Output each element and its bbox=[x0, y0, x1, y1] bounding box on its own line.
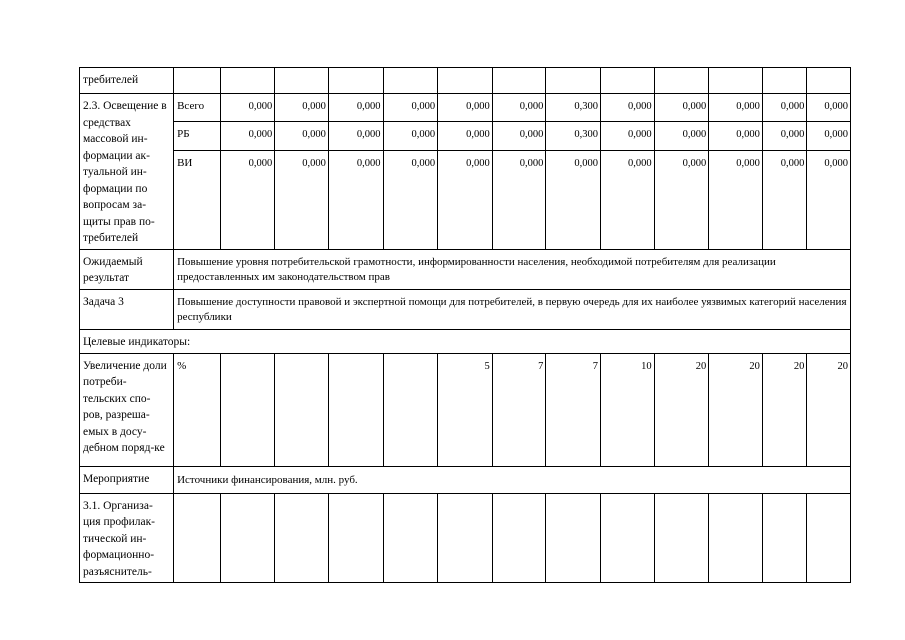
funding-value: 0,000 bbox=[275, 122, 329, 150]
activity-label: 2.3. Освещение в средствах массовой ин-формации ак-туальной ин-формации по вопросам за-щиты прав по-требителей bbox=[80, 94, 174, 250]
funding-value: 0,300 bbox=[546, 122, 601, 150]
funding-value: 0,000 bbox=[654, 94, 709, 122]
funding-value: 0,000 bbox=[807, 94, 851, 122]
empty-cell bbox=[492, 68, 546, 94]
empty-cell bbox=[601, 493, 655, 583]
task-label: Задача 3 bbox=[80, 289, 174, 329]
indicator-value: 10 bbox=[601, 353, 655, 466]
funding-value: 0,000 bbox=[492, 122, 546, 150]
empty-cell bbox=[709, 68, 763, 94]
empty-cell bbox=[383, 68, 438, 94]
funding-value: 0,000 bbox=[328, 150, 383, 249]
table-row-activity-header bbox=[80, 466, 851, 493]
indicator-value: 5 bbox=[438, 353, 493, 466]
table-row-task bbox=[80, 289, 851, 329]
empty-cell bbox=[220, 493, 275, 583]
funding-value: 0,000 bbox=[438, 150, 493, 249]
empty-cell bbox=[762, 493, 807, 583]
row-label: требителей bbox=[80, 68, 174, 94]
indicators-heading: Целевые индикаторы: bbox=[80, 329, 851, 353]
program-table bbox=[79, 67, 851, 583]
empty-cell bbox=[601, 68, 655, 94]
funding-value: 0,000 bbox=[654, 150, 709, 249]
indicator-value: 20 bbox=[654, 353, 709, 466]
activity-header-label: Мероприятие bbox=[80, 466, 174, 493]
funding-value: 0,000 bbox=[762, 122, 807, 150]
empty-cell bbox=[383, 493, 438, 583]
funding-value: 0,000 bbox=[709, 94, 763, 122]
funding-source-label: ВИ bbox=[174, 150, 221, 249]
indicator-unit: % bbox=[174, 353, 221, 466]
indicator-value: 20 bbox=[762, 353, 807, 466]
funding-value: 0,000 bbox=[438, 122, 493, 150]
empty-cell bbox=[220, 68, 275, 94]
indicator-value: 20 bbox=[709, 353, 763, 466]
funding-value: 0,000 bbox=[383, 122, 438, 150]
indicator-value bbox=[275, 353, 329, 466]
funding-value: 0,000 bbox=[220, 94, 275, 122]
funding-value: 0,000 bbox=[220, 150, 275, 249]
funding-value: 0,000 bbox=[438, 94, 493, 122]
funding-value: 0,000 bbox=[807, 122, 851, 150]
funding-value: 0,000 bbox=[807, 150, 851, 249]
empty-cell bbox=[654, 493, 709, 583]
funding-value: 0,000 bbox=[328, 94, 383, 122]
empty-cell bbox=[275, 68, 329, 94]
empty-cell bbox=[546, 68, 601, 94]
expected-result-label: Ожидаемый результат bbox=[80, 249, 174, 289]
empty-cell bbox=[807, 68, 851, 94]
empty-cell bbox=[438, 493, 493, 583]
funding-value: 0,000 bbox=[275, 150, 329, 249]
table-row-funding bbox=[80, 122, 851, 150]
indicator-value: 7 bbox=[546, 353, 601, 466]
empty-cell bbox=[762, 68, 807, 94]
funding-value: 0,000 bbox=[709, 122, 763, 150]
empty-cell bbox=[438, 68, 493, 94]
funding-value: 0,000 bbox=[492, 94, 546, 122]
funding-value: 0,000 bbox=[601, 94, 655, 122]
task-text: Повышение доступности правовой и экспертной помощи для потребителей, в первую очередь для их наиболее уязвимых категорий населения республики bbox=[174, 289, 851, 329]
funding-value: 0,000 bbox=[275, 94, 329, 122]
empty-cell bbox=[328, 68, 383, 94]
funding-value: 0,000 bbox=[709, 150, 763, 249]
indicator-value bbox=[220, 353, 275, 466]
empty-cell bbox=[807, 493, 851, 583]
indicator-value bbox=[383, 353, 438, 466]
funding-value: 0,000 bbox=[383, 150, 438, 249]
empty-cell bbox=[709, 493, 763, 583]
empty-cell bbox=[328, 493, 383, 583]
funding-source-label: Всего bbox=[174, 94, 221, 122]
table-row-indicator bbox=[80, 353, 851, 466]
table-row-expected-result bbox=[80, 249, 851, 289]
table-row-funding bbox=[80, 150, 851, 249]
expected-result-text: Повышение уровня потребительской грамотности, информированности населения, необходимой потребителям для реализации предоставленных им законодательством прав bbox=[174, 249, 851, 289]
funding-sources-heading: Источники финансирования, млн. руб. bbox=[174, 466, 851, 493]
funding-value: 0,000 bbox=[328, 122, 383, 150]
funding-value: 0,000 bbox=[762, 150, 807, 249]
indicator-label: Увеличение доли потреби-тельских спо-ров, разреша-емых в досу-дебном поряд-ке bbox=[80, 353, 174, 466]
empty-cell bbox=[654, 68, 709, 94]
empty-cell bbox=[275, 493, 329, 583]
indicator-value bbox=[328, 353, 383, 466]
activity-label: 3.1. Организа-ция профилак-тической ин-формационно-разъяснитель- bbox=[80, 493, 174, 583]
funding-source-label: РБ bbox=[174, 122, 221, 150]
funding-value: 0,000 bbox=[220, 122, 275, 150]
empty-cell bbox=[546, 493, 601, 583]
empty-cell bbox=[174, 68, 221, 94]
empty-cell bbox=[492, 493, 546, 583]
funding-value: 0,000 bbox=[546, 150, 601, 249]
funding-value: 0,300 bbox=[546, 94, 601, 122]
empty-cell bbox=[174, 493, 221, 583]
table-row-continuation bbox=[80, 68, 851, 94]
funding-value: 0,000 bbox=[601, 150, 655, 249]
table-row-indicators-header bbox=[80, 329, 851, 353]
funding-value: 0,000 bbox=[654, 122, 709, 150]
indicator-value: 7 bbox=[492, 353, 546, 466]
funding-value: 0,000 bbox=[383, 94, 438, 122]
indicator-value: 20 bbox=[807, 353, 851, 466]
table-row-funding bbox=[80, 94, 851, 122]
funding-value: 0,000 bbox=[601, 122, 655, 150]
funding-value: 0,000 bbox=[492, 150, 546, 249]
funding-value: 0,000 bbox=[762, 94, 807, 122]
table-row-activity bbox=[80, 493, 851, 583]
